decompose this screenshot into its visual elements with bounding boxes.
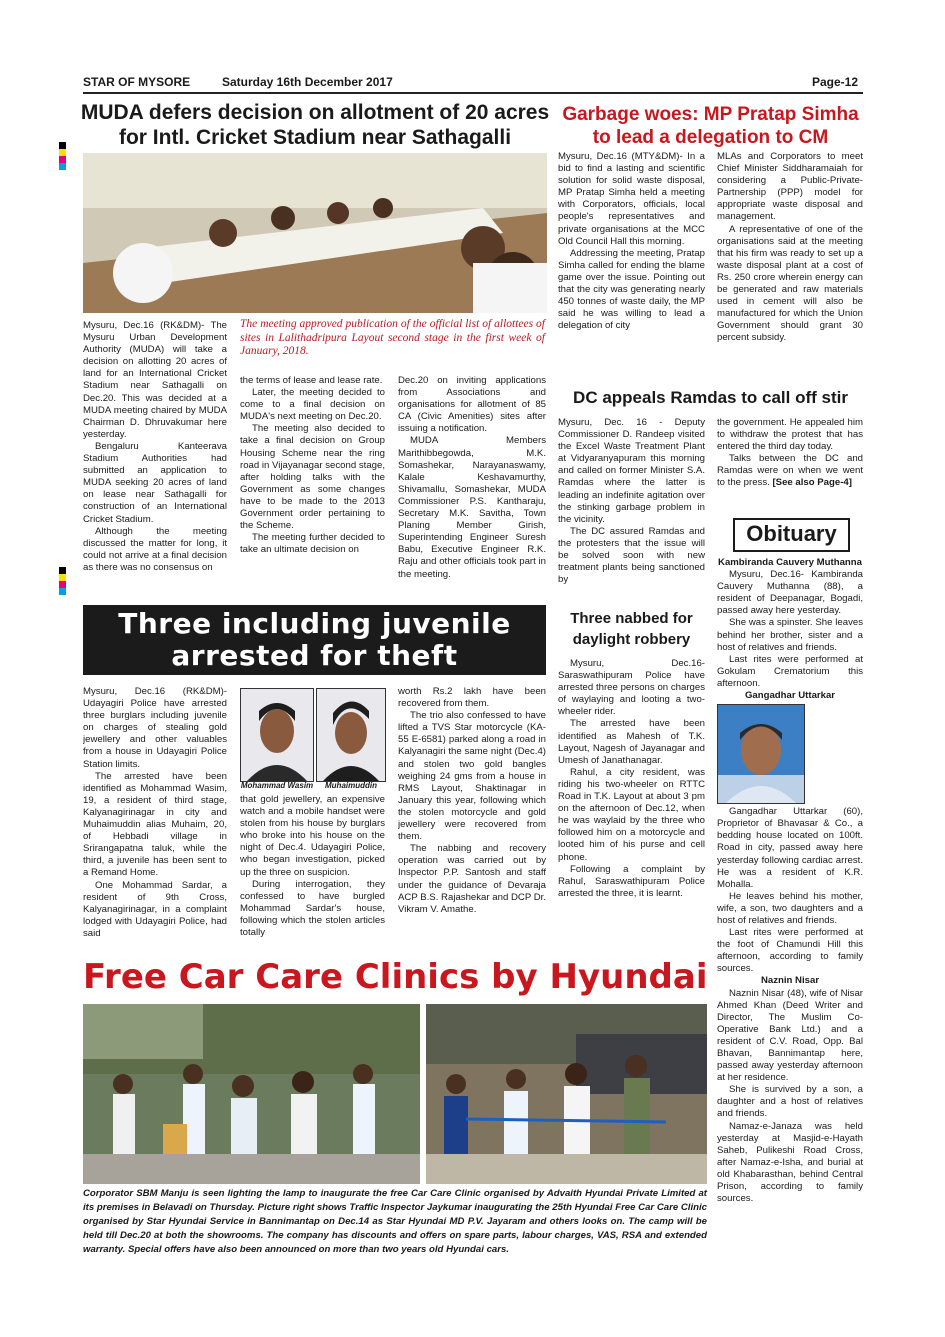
dc-see-also: [See also Page-4] — [772, 477, 852, 489]
muda-headline: MUDA defers decision on allotment of 20 acres for Intl. Cricket Stadium near Sathagalli — [80, 101, 550, 149]
dc-column-2: the government. He appealed him to withdraw the protest that has entered the third day today. Talks between the DC and Ramdas were on when we went to the press. [See also Page-4] — [717, 417, 863, 489]
mugshot-muhaimuddin — [316, 688, 386, 782]
garbage-column-1: Mysuru, Dec.16 (MTY&DM)- In a bid to find a lasting and scientific solution for solid waste disposal, MP Pratap Simha held a meeting with Corporators, officials, local people's representatives and private organisations at the MCC Old Council Hall this morning. Addressing the meeting, Pratap Simha called for ending the blame game over the issue. Pointing out that the city was generating nearly 450 tonnes of waste daily, the MP said he was willing to lead a delegation of city — [558, 151, 705, 332]
muda-column-3: Dec.20 on inviting applications from Associations and organisations for allotment of 85 CA (Civic Amenities) sites after issuing a notification. MUDA Members Marithibbegowda, M.K. Somashekar, Narayanaswamy, Kalale Keshavamurthy, Shivamallu, Somashekar, MUDA Commissioner P.S. Kantharaju, Secretary M.K. Savitha, Town Planing Member Girish, Superintending Engineer Suresh Babu, Executive Engineer R.K. Raju and other officials took part in the meeting. — [398, 375, 546, 580]
hyundai-photo-ribbon-cutting — [426, 1004, 707, 1184]
dc-column-1: Mysuru, Dec. 16 - Deputy Commissioner D. Randeep visited the Excel Waste Treatment Plant at Vidyaranyapuram this morning and called on former Minister S.A. Ramdas where the latter is leading an indefinite agitation over the stinking garbage problem in the vicinity. The DC assured Ramdas and the protesters that the issue will be solved soon with new treatment plants being sanctioned by — [558, 417, 705, 586]
theft-column-1: Mysuru, Dec.16 (RK&DM)- Udayagiri Police have arrested three burglars including juvenile on charges of stealing gold jewellery and other valuables from a house in Udayagiri Police Station limits. The arrested have been identified as Mohammad Wasim, 19, a resident of third stage, Kalyanagirinagar in city and Muhaimuddin alias Muhaim, 20, of Hebbadi village in Srirangapatna taluk, while the third, a juvenile has been sent to a Remand Home. One Mohammad Sardar, a resident of 9th Cross, Kalyanagirinagar, in a complaint lodged with Udayagiri Police, had said — [83, 686, 227, 939]
color-registration-marks — [59, 142, 66, 170]
masthead-paper: STAR OF MYSORE — [83, 75, 191, 89]
mugshot-label-1: Mohammad Wasim — [240, 781, 314, 790]
masthead-page: Page-12 — [812, 75, 859, 89]
robbery-headline: Three nabbed for daylight robbery — [570, 610, 693, 648]
theft-column-3: worth Rs.2 lakh have been recovered from them. The trio also confessed to have lifted a TVS Star motorcycle (KA-55 E-6581) parked along a road in Kalyanagiri the same night (Dec.4) and stolen two gold bangles weighing 24 gms from a house in RMS Layout, Shaktinagar in January this year, following which the stolen motorcycle and gold jewellery were recovered from them. The nabbing and recovery operation was carried out by Inspector P.P. Santosh and staff under the guidance of Devaraja ACP B.S. Rajashekar and DCP Dr. Vikram V. Amathe. — [398, 686, 546, 915]
obituary-title: Obituary — [746, 521, 837, 546]
garbage-column-2: MLAs and Corporators to meet Chief Minister Siddharamaiah for considering a Public-Private-Partnership (PPP) model for appropriate waste disposal and management. A representative of one of the organisations said at the meeting that his firm was ready to set up a waste disposal plant at a cost of Rs. 250 crore wherein energy can be generated and raw materials used in cement will also be manufactured for which the Union Government should grant 30 percent subsidy. — [717, 151, 863, 344]
dc-headline: DC appeals Ramdas to call off stir — [573, 388, 848, 407]
garbage-headline: Garbage woes: MP Pratap Simha to lead a delegation to CM — [562, 104, 859, 148]
muda-column-1: Mysuru, Dec.16 (RK&DM)- The Mysuru Urban Development Authority (MUDA) will take a decision on allotting 20 acres of land for an International Cricket Stadium near Sathagalli on Dec.20. This was decided at a MUDA meeting chaired by MUDA Chairman D. Dhruvakumar here yesterday. Bengaluru Kanteerava Stadium Authorities had submitted an application to MUDA seeking 20 acres of land on lease near Sathagalli for construction of an International Cricket Stadium. Although the meeting discussed the matter for long, it could not arrive at a final decision as there was no consensus on — [83, 320, 227, 573]
muda-meeting-photo — [83, 153, 547, 313]
mugshot-label-2: Muhaimuddin — [325, 781, 377, 790]
obit-name-3: Naznin Nisar — [760, 975, 820, 987]
obit-photo-gangadhar — [717, 704, 805, 804]
color-registration-marks — [59, 567, 66, 595]
mugshot-mohammad-wasim — [240, 688, 314, 782]
muda-column-2: the terms of lease and lease rate. Later, the meeting decided to come to a final decision on MUDA's next meeting on Dec.20. The meeting also decided to take a final decision on Group Housing Scheme near the ring road in Vijayanagar second stage, after holding talks with the Government as some changes have to be made to the 2013 Government order pertaining to the Scheme. The meeting further decided to take an ultimate decision on — [240, 375, 385, 556]
masthead-rule — [83, 92, 863, 94]
theft-headline: Three including juvenile arrested for theft — [118, 607, 511, 672]
masthead-date: Saturday 16th December 2017 — [222, 75, 393, 89]
hyundai-headline: Free Car Care Clinics by Hyundai — [83, 957, 708, 997]
hyundai-photo-lamp-lighting — [83, 1004, 420, 1184]
hyundai-caption: Corporator SBM Manju is seen lighting the lamp to inaugurate the free Car Care Clinic organised by Advaith Hyundai Private Limited at its premises in Belavadi on Thursday. Picture right shows Traffic Inspector Jaykumar inaugurating the 25th Hyundai Free Car Care Clinic organised by Star Hyundai Service in Bannimantap on Dec.14 as Star Hyundai MD P.V. Jayaram and others looks on. The camp will be held till Dec.20 at both the showrooms. The company has discounts and offers on spare parts, labour charges, VAS, RSA and extended warranty. Special offers have also been announced on more than two years old Hyundai cars. — [83, 1188, 707, 1255]
muda-caption: The meeting approved publication of the official list of allottees of sites in Lalithadripura Layout second stage in the first week of January, 2018. — [240, 318, 545, 357]
robbery-column: Mysuru, Dec.16- Saraswathipuram Police have arrested three persons on charges of waylaying and looting a two-wheeler rider. The arrested have been identified as Mahesh of T.K. Layout, Nagesh of Jayanagar and Umesh of Janathanagar. Rahul, a city resident, was riding his two-wheeler on RTTC Road in T.K. Layout at about 3 pm on the afternoon of Dec.12, when he was waylaid by the three who followed him on a motorcycle and looted him of his purse and cell phone. Following a complaint by Rahul, Saraswathipuram Police arrested the three, it is learnt. — [558, 658, 705, 899]
obit-name-2: Gangadhar Uttarkar — [744, 690, 836, 702]
obit-name-1: Kambiranda Cauvery Muthanna — [718, 557, 862, 568]
obituary-column: Kambiranda Cauvery Muthanna Mysuru, Dec.16- Kambiranda Cauvery Muthanna (88), a resident of Deepanagar, Bogadi, passed away here yesterday. She was a spinster. She leaves behind her brother, sister and a host of relatives and friends. Last rites were performed at Gokulam Crematorium this afternoon. Gangadhar Uttarkar Gangadhar Uttarkar (60), Proprietor of Bhavasar & Co., a bedding house located on 100ft. Road in city, passed away here yesterday following cardiac arrest. He was a resident of K.R. Mohalla. He leaves behind his mother, wife, a son, two daughters and a host of relatives and friends. Last rites were performed at the foot of Chamundi Hill this afternoon, according to family sources. Naznin Nisar Naznin Nisar (48), wife of Nisar Ahmed Khan (Deed Writer and Director, The Muslim Co-Operative Bank Ltd.) and a resident of C.V. Road, Opp. Bal Bhavan, Bannimantap here, passed away yesterday afternoon at her residence. She is survived by a son, a daughter and a host of relatives and friends. Namaz-e-Janaza was held yesterday at Masjid-e-Hayath Saheb, Pulikeshi Road Cross, after Namaz-e-Isha, and burial at old Khabarasthan, behind Central Prison, according to family sources. — [717, 557, 863, 1205]
theft-column-2: that gold jewellery, an expensive watch and a mobile handset were stolen from his house by burglars who broke into his house on the night of Dec.4. Udayagiri Police, who began investigation, picked up the three on suspicion. During interrogation, they confessed to have burgled Mohammad Sardar's house, following which the stolen articles totally — [240, 794, 385, 939]
